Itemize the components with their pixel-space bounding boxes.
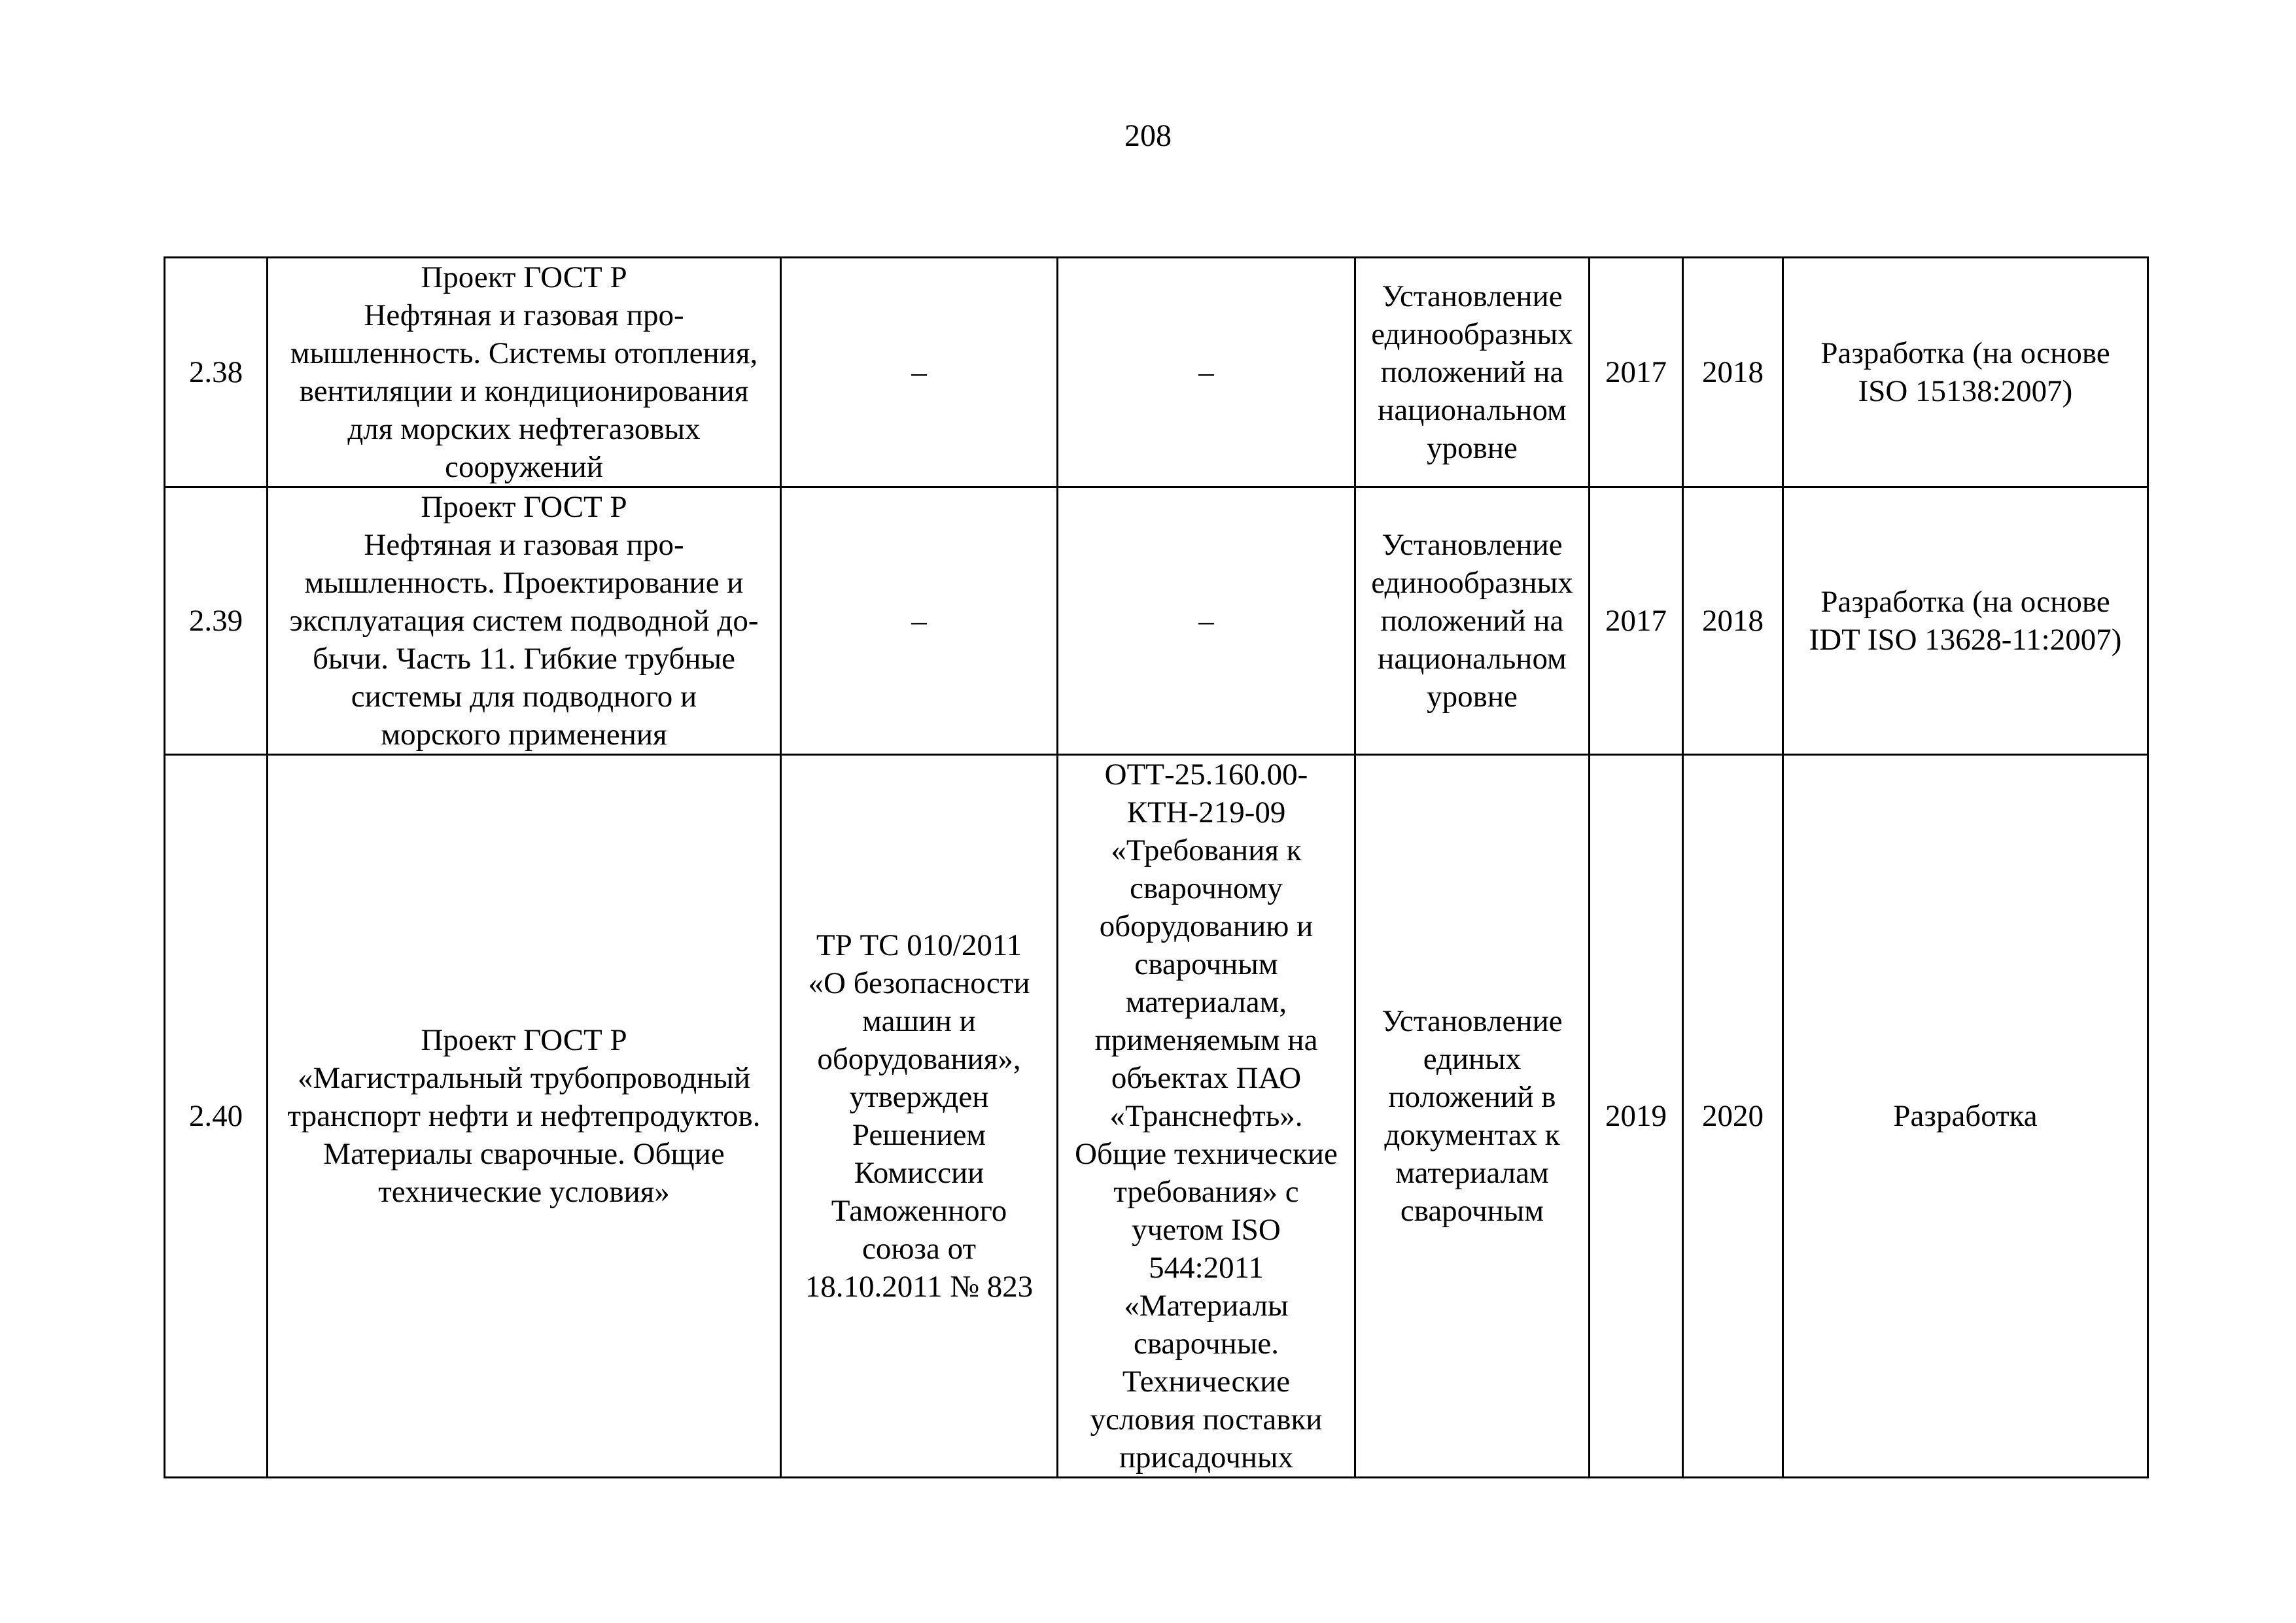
work-type-line: IDT ISO 13628-11:2007) (1809, 623, 2122, 657)
purpose-line: национальном (1378, 642, 1567, 676)
purpose-line: Установление (1382, 1004, 1563, 1038)
purpose-line: уровне (1427, 431, 1518, 465)
related-document-line: «Материалы (1124, 1289, 1289, 1323)
document-title-line: технические условия» (378, 1175, 670, 1209)
related-document (1058, 258, 1355, 487)
purpose-line: единообразных (1371, 317, 1573, 351)
related-document-line: объектах ПАО (1111, 1061, 1302, 1095)
technical-regulation-line: ТР ТС 010/2011 (816, 928, 1022, 962)
purpose-line: Установление (1382, 528, 1563, 562)
technical-regulation-line: – (911, 604, 927, 638)
document-title-line: морского применения (381, 718, 667, 752)
related-document (1058, 487, 1355, 755)
related-document-line: 544:2011 (1149, 1251, 1264, 1285)
document-title (268, 258, 781, 487)
purpose-line: положений на (1380, 604, 1564, 638)
page-number: 208 (1124, 118, 1172, 153)
related-document-line: – (1198, 604, 1214, 638)
purpose (1355, 487, 1590, 755)
related-document-line: сварочным (1134, 947, 1278, 981)
purpose (1355, 755, 1590, 1478)
purpose (1355, 258, 1590, 487)
purpose-line: единообразных (1371, 566, 1573, 600)
technical-regulation-line: – (911, 355, 927, 389)
document-title-line: Нефтяная и газовая про- (364, 528, 684, 562)
document-title-line: Нефтяная и газовая про- (364, 298, 684, 332)
technical-regulation (781, 487, 1058, 755)
document-title-line: Проект ГОСТ Р (421, 490, 627, 524)
purpose-line: положений в (1388, 1080, 1556, 1114)
document-title (268, 755, 781, 1478)
document-title-line: системы для подводного и (351, 680, 697, 714)
standards-plan-table (164, 256, 2149, 1478)
related-document-line: Технические (1122, 1365, 1291, 1399)
document-title-line: Проект ГОСТ Р (421, 1023, 627, 1057)
work-type-line: ISO 15138:2007) (1858, 374, 2073, 408)
related-document-line: «Требования к (1111, 833, 1302, 867)
technical-regulation-line: «О безопасности (808, 966, 1030, 1000)
document-title-line: эксплуатация систем подводной до- (289, 604, 759, 638)
work-type (1783, 258, 2148, 487)
related-document-line: учетом ISO (1132, 1213, 1281, 1247)
related-document-line: КТН-219-09 (1126, 795, 1286, 829)
related-document-line: – (1198, 355, 1214, 389)
purpose-line: Установление (1382, 279, 1563, 313)
work-type-line: Разработка (1893, 1099, 2038, 1133)
purpose-line: документах к (1384, 1118, 1560, 1152)
table-row (165, 487, 2148, 755)
technical-regulation-line: утвержден (849, 1080, 989, 1114)
purpose-line: единых (1423, 1042, 1522, 1076)
related-document-line: материалам, (1125, 985, 1287, 1019)
related-document-line: сварочные. (1133, 1327, 1279, 1361)
purpose-line: уровне (1427, 680, 1518, 714)
technical-regulation-line: Решением (852, 1118, 986, 1152)
related-document-line: оборудованию и (1099, 909, 1313, 943)
document-title-line: сооружений (445, 450, 603, 484)
work-type-line: Разработка (на основе (1820, 336, 2110, 370)
purpose-line: материалам (1395, 1156, 1549, 1190)
work-type (1783, 755, 2148, 1478)
table-row (165, 755, 2148, 1478)
document-title-line: мышленность. Системы отопления, (290, 336, 758, 370)
document-title-line: Проект ГОСТ Р (421, 260, 627, 294)
start-year: 2017 (1590, 258, 1683, 487)
work-type-line: Разработка (на основе (1820, 585, 2110, 619)
related-document-line: требования» с (1113, 1175, 1299, 1209)
related-document-line: сварочному (1130, 871, 1283, 905)
technical-regulation (781, 258, 1058, 487)
document-title-line: транспорт нефти и нефтепродуктов. (287, 1099, 761, 1133)
document-title-line: «Магистральный трубопроводный (297, 1061, 751, 1095)
related-document (1058, 755, 1355, 1478)
related-document-line: присадочных (1119, 1440, 1294, 1475)
table-row (165, 258, 2148, 487)
technical-regulation-line: Комиссии (854, 1156, 984, 1190)
related-document-line: применяемым на (1094, 1023, 1318, 1057)
related-document-line: ОТТ-25.160.00- (1104, 758, 1308, 792)
purpose-line: положений на (1380, 355, 1564, 389)
document-title-line: мышленность. Проектирование и (304, 566, 744, 600)
start-year: 2017 (1590, 487, 1683, 755)
row-number: 2.40 (165, 755, 268, 1478)
technical-regulation-line: союза от (861, 1232, 977, 1266)
end-year: 2018 (1683, 487, 1783, 755)
start-year: 2019 (1590, 755, 1683, 1478)
document-title-line: Материалы сварочные. Общие (323, 1137, 725, 1171)
technical-regulation-line: 18.10.2011 № 823 (805, 1270, 1034, 1304)
related-document-line: «Транснефть». (1109, 1099, 1303, 1133)
technical-regulation-line: Таможенного (831, 1194, 1007, 1228)
related-document-line: Общие технические (1075, 1137, 1338, 1171)
document-title-line: вентиляции и кондиционирования (299, 374, 749, 408)
row-number: 2.39 (165, 487, 268, 755)
end-year: 2018 (1683, 258, 1783, 487)
end-year: 2020 (1683, 755, 1783, 1478)
row-number: 2.38 (165, 258, 268, 487)
purpose-line: сварочным (1400, 1194, 1544, 1228)
technical-regulation (781, 755, 1058, 1478)
document-title-line: бычи. Часть 11. Гибкие трубные (313, 642, 735, 676)
document-title-line: для морских нефтегазовых (347, 412, 701, 446)
technical-regulation-line: оборудования», (817, 1042, 1021, 1076)
document-title (268, 487, 781, 755)
purpose-line: национальном (1378, 393, 1567, 427)
related-document-line: условия поставки (1090, 1403, 1323, 1437)
work-type (1783, 487, 2148, 755)
technical-regulation-line: машин и (862, 1004, 976, 1038)
